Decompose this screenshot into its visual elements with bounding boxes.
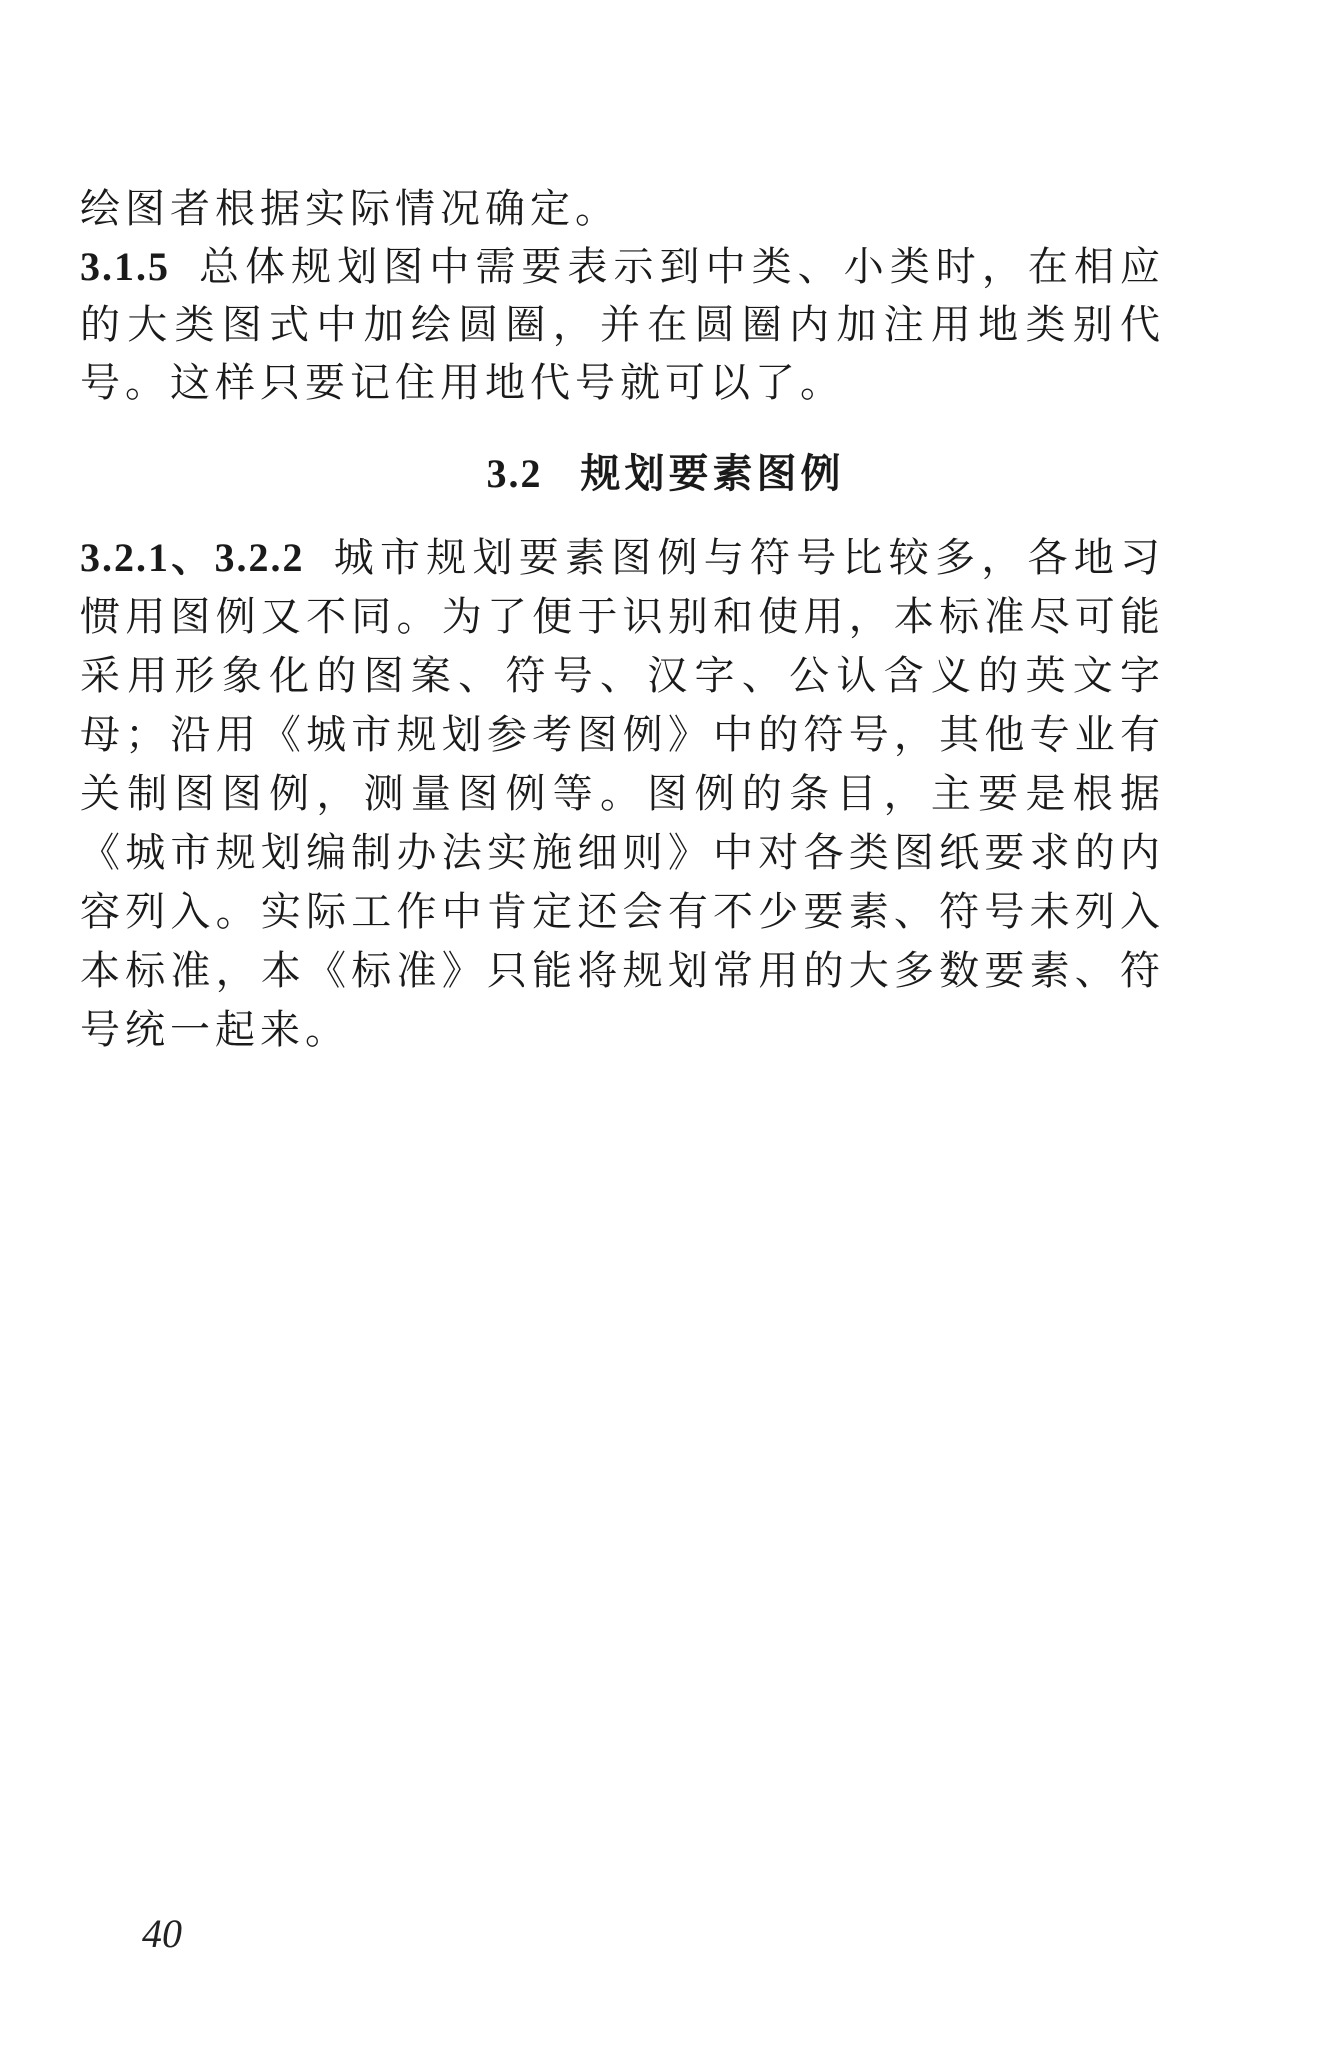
page-number: 40 — [142, 1911, 182, 1956]
clause-3-2-1-paragraph — [80, 528, 1165, 1060]
clause-number: 3.2.1、3.2.2 — [80, 535, 305, 580]
clause-number: 3.1.5 — [80, 244, 170, 289]
section-number: 3.2 — [486, 451, 543, 496]
section-heading — [0, 442, 1331, 499]
clause-text: 城市规划要素图例与符号比较多，各地习惯用图例又不同。为了便于识别和使用，本标准尽可能采用形象化的图案、符号、汉字、公认含义的英文字母；沿用《城市规划参考图例》中的符号，其他专业有关制图图例，测量图例等。图例的条目，主要是根据《城市规划编制办法实施细则》中对各类图纸要求的内容列入。实际工作中肯定还会有不少要素、符号未列入本标准，本《标准》只能将规划常用的大多数要素、符号统一起来。 — [80, 535, 1165, 1053]
clause-text: 总体规划图中需要表示到中类、小类时，在相应的大类图式中加绘圆圈，并在圆圈内加注用地类别代号。这样只要记住用地代号就可以了。 — [80, 244, 1165, 406]
clause-3-1-5-paragraph — [80, 238, 1165, 412]
continuation-paragraph: 绘图者根据实际情况确定。 — [80, 186, 620, 232]
section-title: 规划要素图例 — [580, 450, 845, 497]
